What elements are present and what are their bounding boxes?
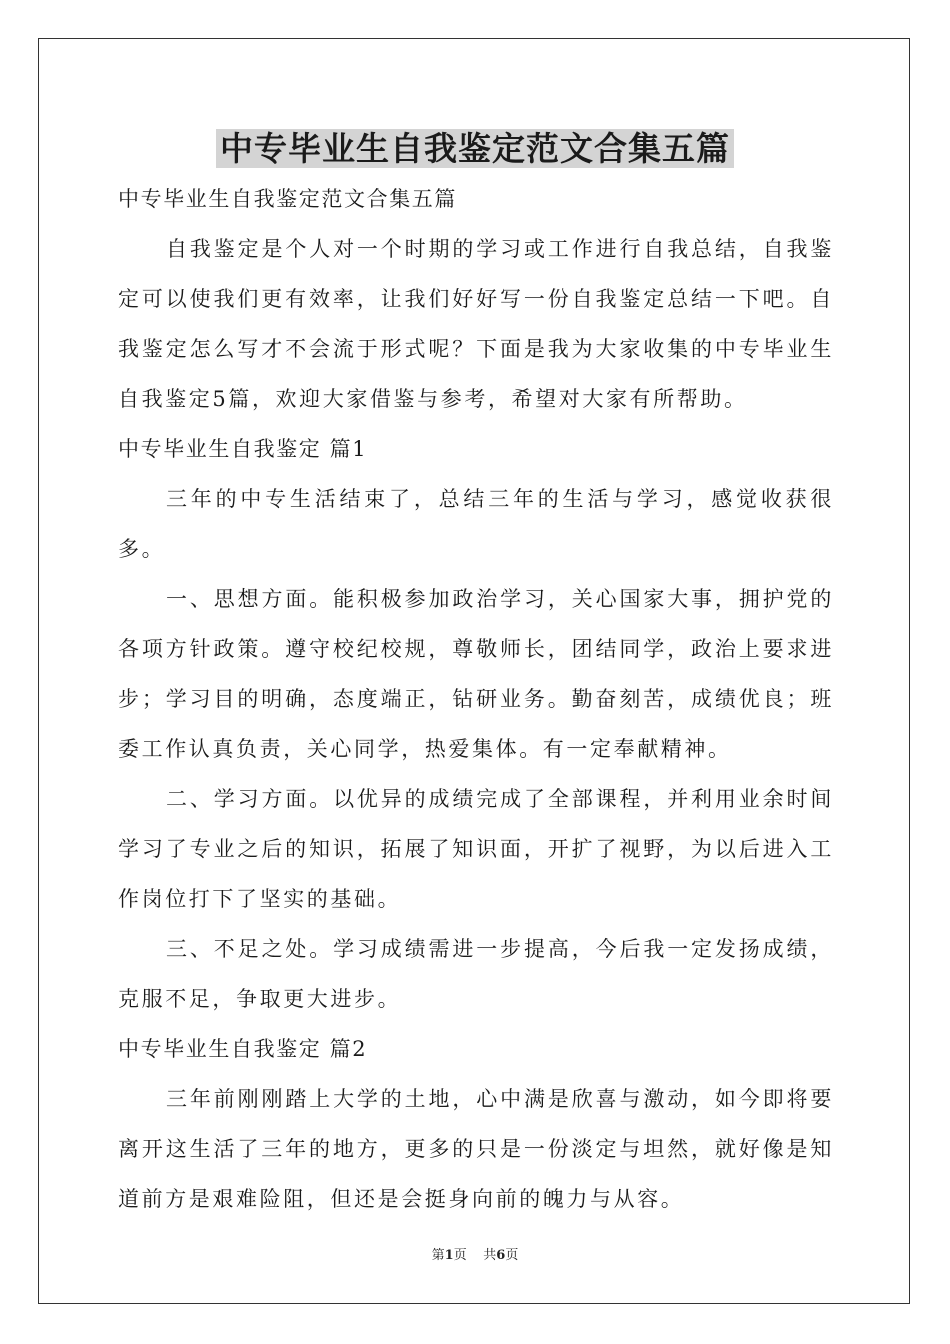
intro-paragraph: 自我鉴定是个人对一个时期的学习或工作进行自我总结，自我鉴定可以使我们更有效率，让我们好好写一份自我鉴定总结一下吧。自我鉴定怎么写才不会流于形式呢？下面是我为大家收集的中专毕业生自我鉴定5篇，欢迎大家借鉴与参考，希望对大家有所帮助。 <box>118 237 834 411</box>
section-1-paragraph: 一、思想方面。能积极参加政治学习，关心国家大事，拥护党的各项方针政策。遵守校纪校规，尊敬师长，团结同学，政治上要求进步；学习目的明确，态度端正，钻研业务。勤奋刻苦，成绩优良；班委工作认真负责，关心同学，热爱集体。有一定奉献精神。 <box>118 587 834 761</box>
document-title <box>0 125 950 173</box>
page-suffix: 页 <box>453 1248 467 1263</box>
total-prefix: 共 <box>483 1248 497 1263</box>
section-1-paragraph: 三年的中专生活结束了，总结三年的生活与学习，感觉收获很多。 <box>118 487 834 561</box>
document-subtitle: 中专毕业生自我鉴定范文合集五篇 <box>118 187 457 211</box>
section-heading-1: 中专毕业生自我鉴定 篇1 <box>118 437 368 461</box>
section-1-paragraph: 三、不足之处。学习成绩需进一步提高，今后我一定发扬成绩，克服不足，争取更大进步。 <box>118 937 834 1011</box>
total-pages: 6 <box>496 1248 506 1263</box>
section-1-paragraph: 二、学习方面。以优异的成绩完成了全部课程，并利用业余时间学习了专业之后的知识，拓展了知识面，开扩了视野，为以后进入工作岗位打下了坚实的基础。 <box>118 787 834 911</box>
page-footer <box>0 1246 950 1266</box>
section-2-paragraph: 三年前刚刚踏上大学的土地，心中满是欣喜与激动，如今即将要离开这生活了三年的地方，更多的只是一份淡定与坦然，就好像是知道前方是艰难险阻，但还是会挺身向前的魄力与从容。 <box>118 1087 834 1211</box>
total-suffix: 页 <box>505 1248 519 1263</box>
section-heading-2: 中专毕业生自我鉴定 篇2 <box>118 1037 368 1061</box>
document-body <box>118 174 834 1224</box>
page-prefix: 第 <box>431 1248 445 1263</box>
page-number: 1 <box>444 1248 454 1263</box>
document-title-text: 中专毕业生自我鉴定范文合集五篇 <box>216 129 734 168</box>
